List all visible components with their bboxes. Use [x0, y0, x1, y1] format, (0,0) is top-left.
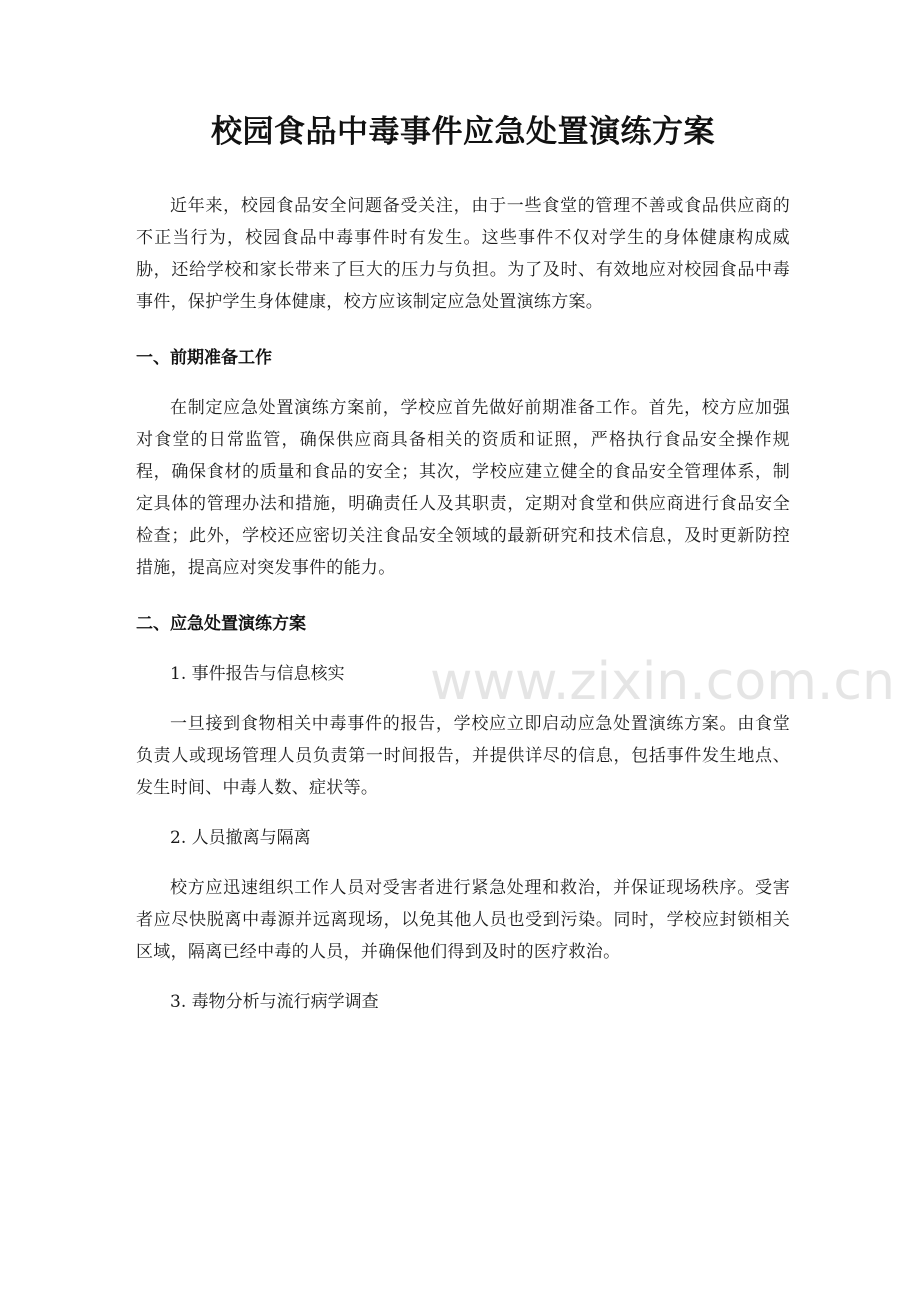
subsection-label-evacuation: 2. 人员撤离与隔离 [170, 828, 311, 848]
section-heading-drill-plan: 二、应急处置演练方案 [136, 614, 306, 634]
document-page [0, 112, 920, 1303]
subsection-body-report: 一旦接到食物相关中毒事件的报告，学校应立即启动应急处置演练方案。由食堂负责人或现场管理人员负责第一时间报告，并提供详尽的信息，包括事件发生地点、发生时间、中毒人数、症状等。 [136, 714, 790, 798]
section-body-preparation: 在制定应急处置演练方案前，学校应首先做好前期准备工作。首先，校方应加强对食堂的日常监管，确保供应商具备相关的资质和证照，严格执行食品安全操作规程，确保食材的质量和食品的安全；其次，学校应建立健全的食品安全管理体系，制定具体的管理办法和措施，明确责任人及其职责，定期对食堂和供应商进行食品安全检查；此外，学校还应密切关注食品安全领域的最新研究和技术信息，及时更新防控措施，提高应对突发事件的能力。 [136, 398, 790, 578]
subsection-label-analysis: 3. 毒物分析与流行病学调查 [170, 992, 379, 1012]
document-title: 校园食品中毒事件应急处置演练方案 [211, 114, 715, 150]
watermark-text: www.zixin.com.cn [430, 652, 895, 712]
subsection-label-report: 1. 事件报告与信息核实 [170, 664, 345, 684]
section-heading-preparation: 一、前期准备工作 [136, 348, 272, 368]
subsection-body-evacuation: 校方应迅速组织工作人员对受害者进行紧急处理和救治，并保证现场秩序。受害者应尽快脱离中毒源并远离现场，以免其他人员也受到污染。同时，学校应封锁相关区域，隔离已经中毒的人员，并确保他们得到及时的医疗救治。 [136, 878, 790, 962]
intro-paragraph: 近年来，校园食品安全问题备受关注，由于一些食堂的管理不善或食品供应商的不正当行为，校园食品中毒事件时有发生。这些事件不仅对学生的身体健康构成威胁，还给学校和家长带来了巨大的压力与负担。为了及时、有效地应对校园食品中毒事件，保护学生身体健康，校方应该制定应急处置演练方案。 [136, 196, 790, 312]
